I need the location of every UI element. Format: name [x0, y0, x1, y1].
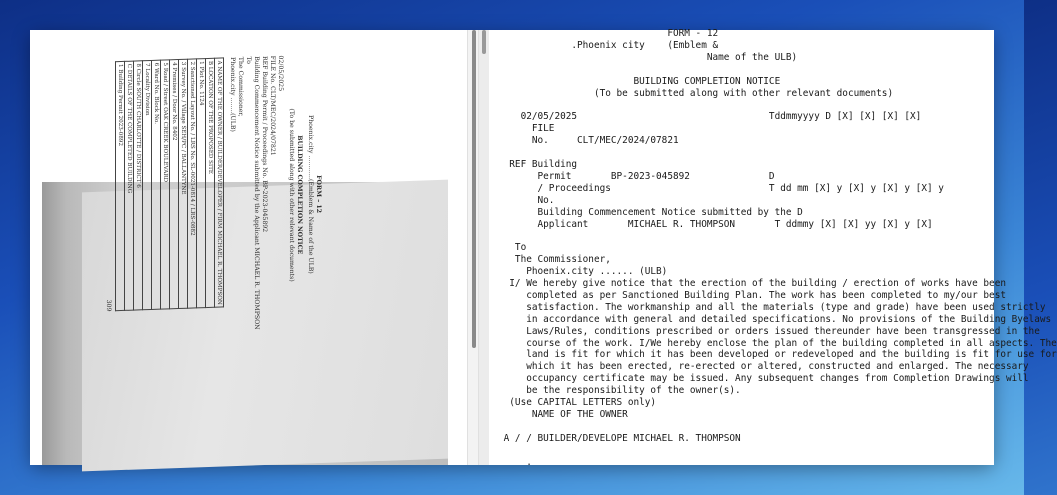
- doc-line: Building Commencement Notice submitted by the D: [498, 206, 803, 218]
- doc-line: BUILDING COMPLETION NOTICE: [498, 75, 781, 87]
- doc-line: [498, 64, 1018, 76]
- doc-line: [498, 230, 1018, 242]
- photo-table-row: [170, 60, 179, 310]
- photo-table-cell: 6 Ward No. Block No.: [152, 60, 161, 310]
- doc-line: occupancy certificate may be issued. Any subsequent changes from Completion Drawings will: [498, 373, 1029, 385]
- doc-line: 02/05/2025 Tddmmyyyy D [X] [X] [X] [X]: [498, 111, 922, 123]
- photo-table-row: [116, 61, 125, 311]
- photo-table-row: [206, 58, 215, 308]
- doc-line: course of the work. I/We hereby enclose the plan of the building completed in all aspects. The: [498, 337, 1057, 349]
- photo-table-cell: 8 Circle SOUTH CHARLOTTE / DISTRICT 6: [134, 61, 143, 311]
- photo-table-row: [179, 59, 188, 309]
- photo-table-cell: C DETAILS OF THE COMPLETED BUILDING: [125, 61, 134, 311]
- doc-line: .: [498, 456, 532, 468]
- doc-line: [498, 147, 1018, 159]
- doc-line: The Commissioner,: [498, 254, 611, 266]
- photo-header-rows: [228, 55, 284, 337]
- doc-line: land is fit for which it has been developed or redeveloped and the building is fit for use for: [498, 349, 1057, 361]
- photo-table-row: [143, 60, 152, 310]
- left-scrollbar-thumb[interactable]: [472, 30, 476, 348]
- doc-line: Laws/Rules, conditions prescribed or orders issued thereunder have been transgressed in the: [498, 325, 1040, 337]
- doc-line: No.: [498, 194, 555, 206]
- photo-table-cell: 1 Plot No. 1124: [197, 59, 206, 309]
- doc-line: NAME OF THE OWNER: [498, 409, 628, 420]
- photo-table-cell: 2 Sanctioned Layout No. / LRS No. SL-0021-0814 / LRS-0882: [188, 59, 197, 309]
- photo-table-row: [134, 61, 143, 311]
- photo-table: [115, 57, 224, 311]
- doc-line: which it has been erected, re-erected or altered, constructed and enlarged. The necessary: [498, 361, 1029, 373]
- photo-table-row: [188, 59, 197, 309]
- photo-page-no: 309: [105, 299, 112, 312]
- doc-line: REF Building: [498, 158, 578, 170]
- pane-splitter[interactable]: [467, 30, 479, 465]
- viewer-window: [30, 28, 1057, 468]
- photo-table-cell: 1 Building Permit 2023-0892: [116, 61, 125, 311]
- photo-table-row: [152, 60, 161, 310]
- doc-line: / Proceedings T dd mm [X] y [X] y [X] y [X] y: [498, 182, 944, 194]
- photo-table-row: [215, 58, 224, 308]
- doc-line: [498, 421, 1018, 433]
- photo-table-row: [161, 60, 170, 310]
- photo-row: Building Commencement Notice submitted by the Applicant MICHAEL R. THOMPSON: [253, 56, 260, 330]
- photo-form-no: FORM – 12: [315, 175, 322, 214]
- photo-table-cell: 3 Survey No. / Village SEH/PC / BALLANTYNE: [179, 59, 188, 309]
- photo-table-row: [125, 61, 134, 311]
- doc-line: [498, 99, 1018, 111]
- photo-heading: BUILDING COMPLETION NOTICE: [296, 135, 303, 255]
- ocr-text: [498, 28, 1057, 469]
- photo-place-line: Phoenix.city ............(Emblem & Name of the ULB): [307, 114, 314, 274]
- paper-sheet: [82, 55, 448, 472]
- photo-row: To: [245, 56, 252, 65]
- doc-line: satisfaction. The workmanship and all the materials (type and grade) have been used strictly: [498, 301, 1046, 313]
- doc-line: Permit BP-2023-045892 D: [498, 170, 775, 182]
- doc-line: (Use CAPITAL LETTERS only): [498, 397, 657, 409]
- doc-line: I/ We hereby give notice that the erection of the building / erection of works have been: [498, 278, 1006, 290]
- doc-line: Applicant MICHAEL R. THOMPSON T ddmmy [X] [X] yy [X] y [X]: [498, 218, 933, 230]
- rotated-form-content: [0, 54, 322, 347]
- doc-line: (To be submitted along with other relevant documents): [498, 87, 894, 99]
- right-scrollbar[interactable]: [479, 30, 489, 465]
- photo-table-cell: 7 Locality Division: [143, 60, 152, 310]
- photo-table-cell: 4 Premises / Door No. 8402: [170, 60, 179, 310]
- doc-line: .Phoenix city (Emblem &: [498, 39, 719, 51]
- doc-line: No. CLT/MEC/2024/07821: [498, 135, 679, 147]
- photo-row: REF Building Permit / Proceedings No. BP-2023-045892: [261, 55, 268, 233]
- photo-sub-heading: (To be submitted along with other relevant documents): [288, 108, 295, 282]
- doc-line: FORM - 12: [498, 28, 719, 39]
- doc-line: Phoenix.city ...... (ULB): [498, 266, 668, 278]
- photo-table-cell: 5 Road / Street OAK CREEK BOULEVARD: [161, 60, 170, 310]
- right-scrollbar-thumb[interactable]: [482, 30, 486, 54]
- photo-row: The Commissioner,: [237, 56, 244, 117]
- scanned-form-photo: [42, 55, 448, 465]
- doc-line: To: [498, 242, 527, 254]
- doc-line: completed as per Sanctioned Building Plan. The work has been completed to my/our best: [498, 289, 1006, 301]
- photo-table-cell: B LOCATION OF THE PROPOSED SITE: [206, 58, 215, 308]
- doc-line: A / / BUILDER/DEVELOPE MICHAEL R. THOMPSON: [498, 432, 741, 444]
- photo-row: Phoenix.city ........(ULB): [229, 57, 236, 133]
- photo-row: FILE No. CLT/MEC/2024/07821: [269, 55, 276, 156]
- doc-line: Name of the ULB): [498, 51, 798, 63]
- scanned-image-pane[interactable]: [30, 30, 460, 465]
- photo-table-cell: A NAME OF THE OWNER / BUILDER/DEVELOPER / FIRM MICHAEL R. THOMPSON: [215, 58, 224, 308]
- photo-table-row: [197, 59, 206, 309]
- ocr-text-pane[interactable]: [479, 28, 1057, 468]
- doc-line: FILE: [498, 123, 555, 135]
- photo-row: 02/05/2025: [277, 55, 284, 92]
- doc-line: in accordance with general and detailed specifications. No provisions of the Building Byelaws: [498, 313, 1052, 325]
- doc-line: [498, 445, 1018, 457]
- doc-line: be the responsibility of the owner(s).: [498, 385, 741, 397]
